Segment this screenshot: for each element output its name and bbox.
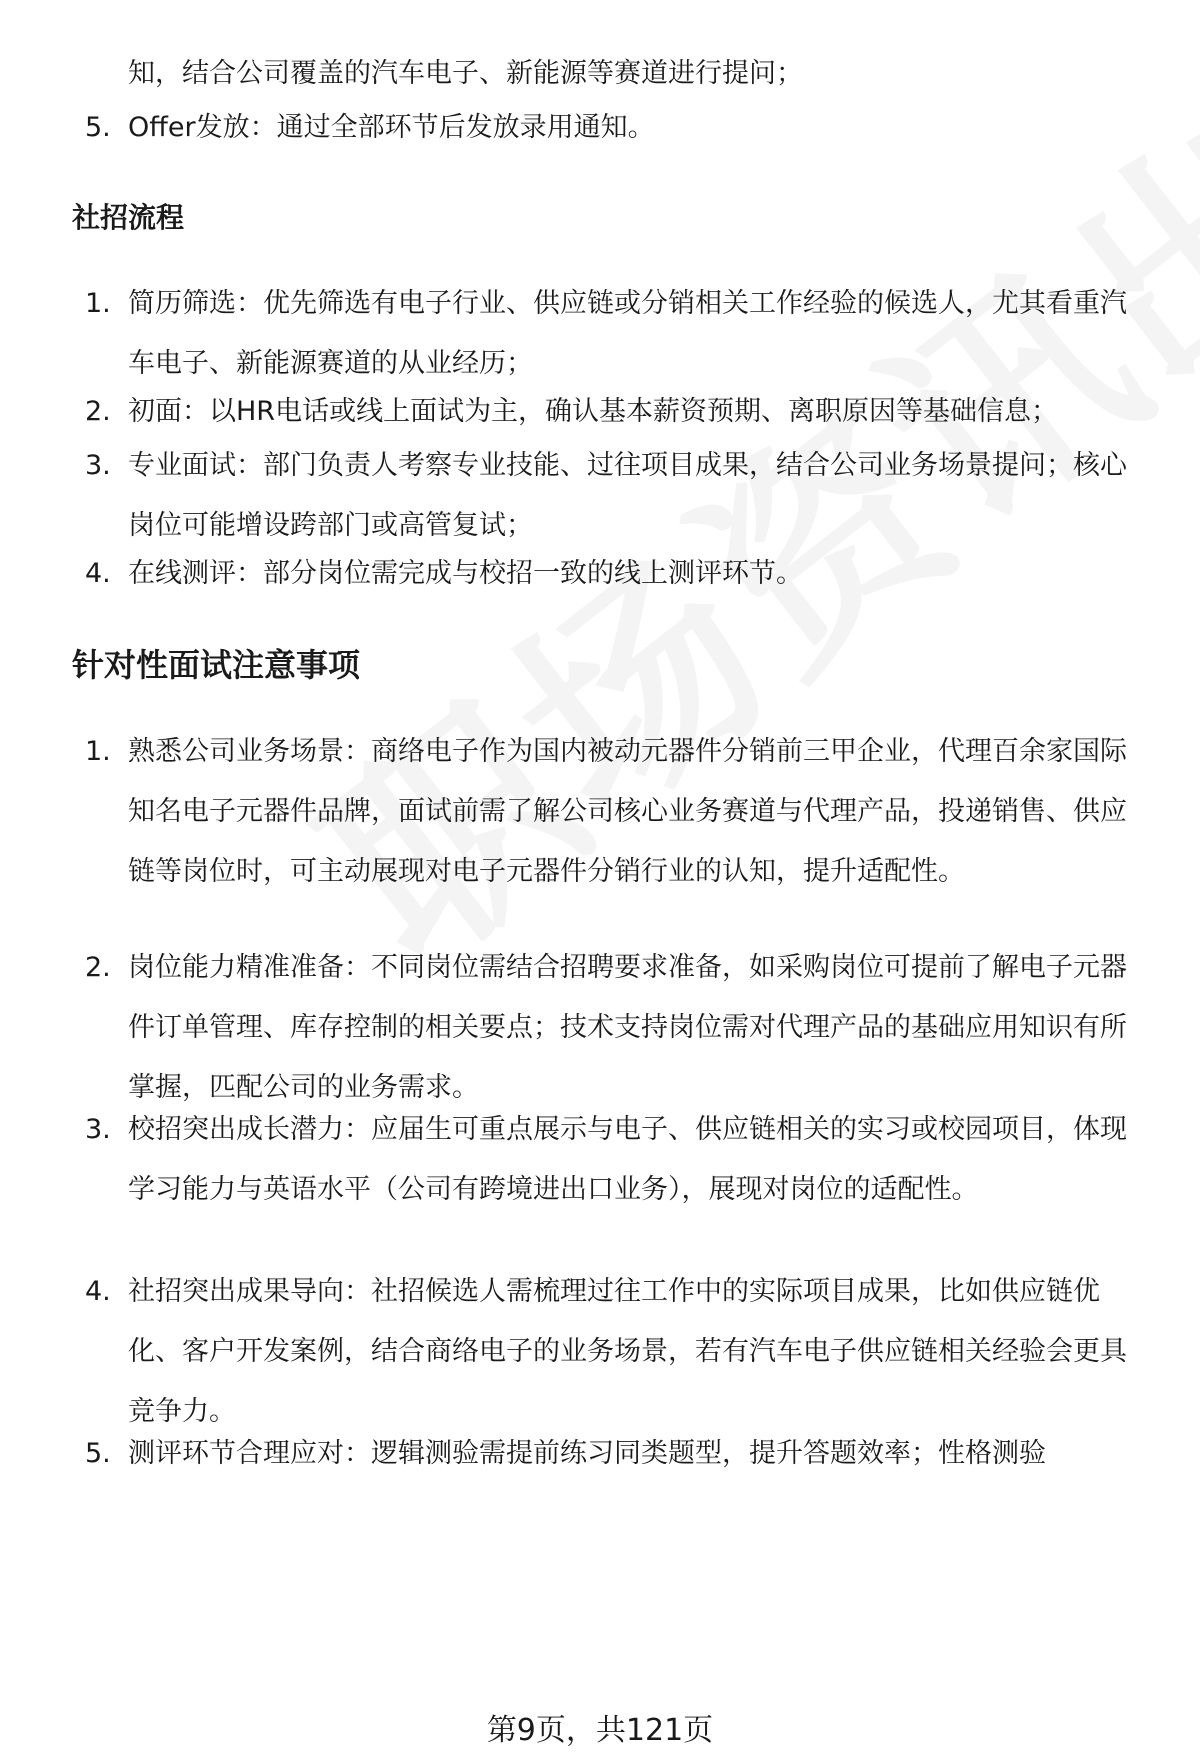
list-item-text: 测评环节合理应对：逻辑测验需提前练习同类题型，提升答题效率；性格测验 [128, 1438, 1046, 1469]
list-item-text: 岗位能力精准准备：不同岗位需结合招聘要求准备，如采购岗位可提前了解电子元器件订单管理、库存控制的相关要点；技术支持岗位需对代理产品的基础应用知识有所掌握，匹配公司的业务需求。 [128, 952, 1127, 1103]
list-item-text: 简历筛选：优先筛选有电子行业、供应链或分销相关工作经验的候选人，尤其看重汽车电子、新能源赛道的从业经历； [128, 288, 1127, 379]
list-item-text: 社招突出成果导向：社招候选人需梳理过往工作中的实际项目成果，比如供应链优化、客户开发案例，结合商络电子的业务场景，若有汽车电子供应链相关经验会更具竞争力。 [128, 1276, 1127, 1427]
list-item-text: 熟悉公司业务场景：商络电子作为国内被动元器件分销前三甲企业，代理百余家国际知名电子元器件品牌，面试前需了解公司核心业务赛道与代理产品，投递销售、供应链等岗位时，可主动展现对电子元器件分销行业的认知，提升适配性。 [128, 736, 1127, 887]
list-item-number: 1. [85, 736, 111, 767]
section-heading-social: 社招流程 [72, 201, 185, 234]
continued-text: 知，结合公司覆盖的汽车电子、新能源等赛道进行提问； [128, 58, 803, 89]
list-item-number: 4. [85, 1276, 111, 1307]
list-item-text: 初面：以HR电话或线上面试为主，确认基本薪资预期、离职原因等基础信息； [128, 396, 1059, 427]
list-item-text: 在线测评：部分岗位需完成与校招一致的线上测评环节。 [128, 558, 803, 589]
section-heading-tips: 针对性面试注意事项 [72, 646, 361, 684]
list-item-number: 2. [85, 396, 111, 427]
list-item-text: Offer发放：通过全部环节后发放录用通知。 [128, 112, 655, 143]
list-item-number: 2. [85, 952, 111, 983]
page-footer: 第9页，共121页 [486, 1713, 714, 1748]
list-item-number: 3. [85, 450, 111, 481]
list-item-text: 专业面试：部门负责人考察专业技能、过往项目成果，结合公司业务场景提问；核心岗位可能增设跨部门或高管复试； [128, 450, 1127, 541]
list-item-number: 3. [85, 1114, 111, 1145]
list-item-text: 校招突出成长潜力：应届生可重点展示与电子、供应链相关的实习或校园项目，体现学习能力与英语水平（公司有跨境进出口业务），展现对岗位的适配性。 [128, 1114, 1127, 1205]
list-item-number: 5. [85, 112, 111, 143]
list-item-number: 4. [85, 558, 111, 589]
list-item-number: 5. [85, 1438, 111, 1469]
list-item-number: 1. [85, 288, 111, 319]
